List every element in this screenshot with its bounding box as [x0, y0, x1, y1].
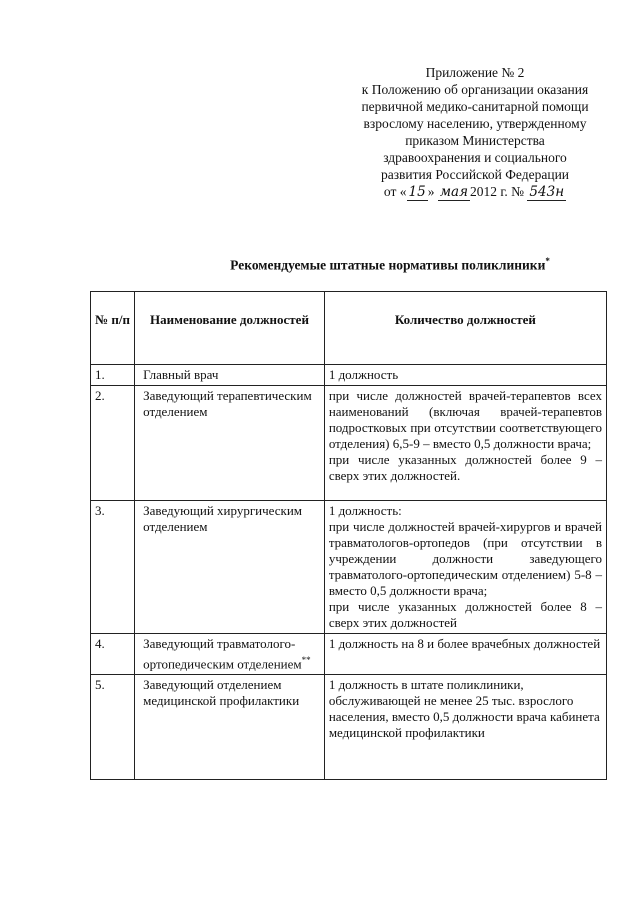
header-number: № п/п	[91, 292, 135, 365]
title-text: Рекомендуемые штатные нормативы поликлиники	[230, 257, 546, 273]
position-quantity	[324, 675, 606, 780]
order-number: 543н	[529, 184, 565, 200]
row-number: 2.	[91, 386, 135, 501]
staff-norms-table	[90, 291, 607, 780]
position-name: Главный врач	[135, 365, 325, 386]
quantity-paragraph: при числе указанных должностей более 9 – сверх этих должностей.	[328, 452, 602, 483]
quantity-paragraph: 1 должность:	[328, 503, 402, 518]
row-number: 5.	[91, 675, 135, 780]
date-year: 2012 г. №	[470, 184, 525, 199]
appendix-header	[340, 64, 610, 201]
table-row	[91, 386, 607, 501]
date-month: мая	[439, 184, 469, 200]
table-row	[91, 501, 607, 634]
quantity-paragraph: 1 должность на 8 и более врачебных должностей	[328, 636, 601, 651]
position-name-text: Заведующий травматолого-ортопедическим отделением	[143, 636, 302, 672]
row-number: 3.	[91, 501, 135, 634]
order-date-line	[340, 183, 610, 201]
quantity-paragraph: при числе указанных должностей более 8 – сверх этих должностей	[328, 599, 602, 630]
appendix-line: к Положению об организации оказания	[361, 82, 589, 97]
position-quantity	[324, 501, 606, 634]
row-number: 4.	[91, 634, 135, 675]
position-quantity	[324, 634, 606, 675]
quantity-paragraph: 1 должность в штате поликлиники, обслуживающей не менее 25 тыс. взрослого населения, вместо 0,5 должности врача кабинета медицинской профилактики	[328, 677, 600, 741]
table-row	[91, 675, 607, 780]
position-name: Заведующий отделением медицинской профилактики	[135, 675, 325, 780]
date-prefix: от «	[383, 184, 407, 199]
appendix-line: здравоохранения и социального	[383, 150, 567, 165]
position-name	[135, 634, 325, 675]
appendix-line: первичной медико-санитарной помощи	[361, 99, 589, 114]
table-header-row	[91, 292, 607, 365]
appendix-number: Приложение № 2	[425, 65, 525, 80]
position-name: Заведующий хирургическим отделением	[135, 501, 325, 634]
date-day: 15	[408, 184, 426, 200]
title-footnote-mark: *	[545, 256, 550, 266]
table-row	[91, 634, 607, 675]
position-name: Заведующий терапевтическим отделением	[135, 386, 325, 501]
position-quantity	[324, 365, 606, 386]
header-position: Наименование должностей	[135, 292, 325, 365]
appendix-line: развития Российской Федерации	[380, 167, 570, 182]
table-row	[91, 365, 607, 386]
appendix-line: взрослому населению, утвержденному	[363, 116, 587, 131]
quantity-paragraph: при числе должностей врачей-терапевтов всех наименований (включая врачей-терапевтов подростковых при отсутствии соответствующего отделения) 6,5-9 – вместо 0,5 должности врача;	[328, 388, 602, 451]
appendix-line: приказом Министерства	[405, 133, 545, 148]
position-quantity	[324, 386, 606, 501]
quantity-paragraph: 1 должность	[328, 367, 399, 382]
footnote-mark: **	[301, 655, 311, 665]
quantity-paragraph: при числе должностей врачей-хирургов и врачей травматологов-ортопедов (при отсутствии в учреждении должности заведующего травматолого-ортопедическим отделением) 5-8 – вместо 0,5 должности врача;	[328, 519, 602, 598]
header-quantity: Количество должностей	[324, 292, 606, 365]
date-mid: »	[427, 184, 435, 199]
row-number: 1.	[91, 365, 135, 386]
document-title	[180, 256, 600, 274]
